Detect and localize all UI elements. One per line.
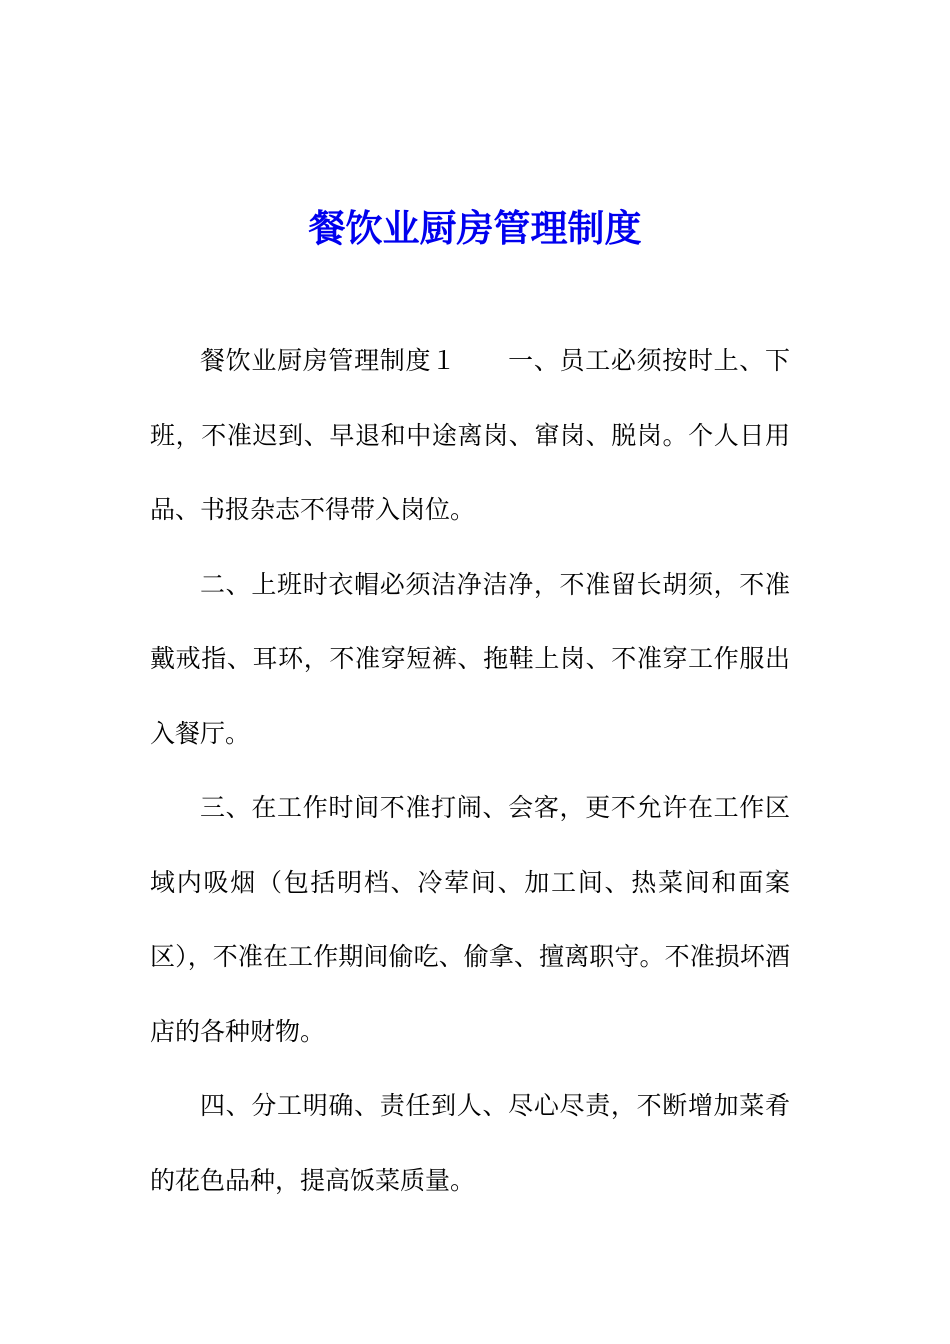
paragraph-4: 四、分工明确、责任到人、尽心尽责，不断增加菜肴的花色品种，提高饭菜质量。 <box>150 1091 790 1195</box>
document-body <box>150 324 790 1218</box>
paragraph-3: 三、在工作时间不准打闹、会客，更不允许在工作区域内吸烟（包括明档、冷荤间、加工间、热菜间和面案区），不准在工作期间偷吃、偷拿、擅离职守。不准损坏酒店的各种财物。 <box>150 793 790 1046</box>
paragraph-1: 餐饮业厨房管理制度１ 一、员工必须按时上、下班，不准迟到、早退和中途离岗、窜岗、脱岗。个人日用品、书报杂志不得带入岗位。 <box>150 346 790 524</box>
paragraph-2: 二、上班时衣帽必须洁净洁净，不准留长胡须，不准戴戒指、耳环，不准穿短裤、拖鞋上岗、不准穿工作服出入餐厅。 <box>150 569 790 748</box>
document-title: 餐饮业厨房管理制度 <box>308 205 642 250</box>
